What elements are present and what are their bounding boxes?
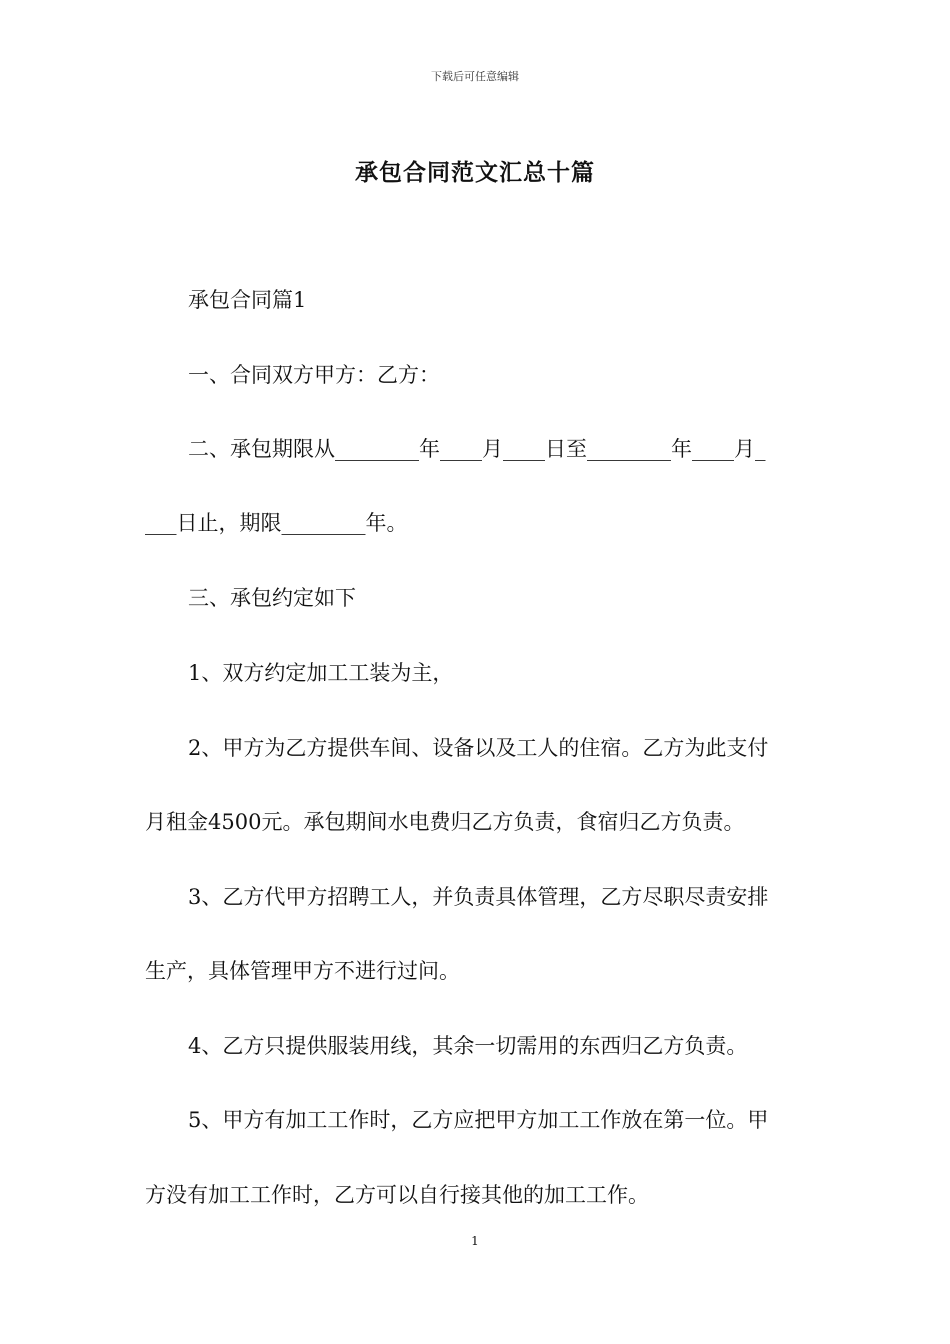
paragraph-line: 二、承包期限从________年____月____日至________年____月_	[188, 437, 766, 461]
header-note: 下载后可任意编辑	[431, 70, 519, 83]
document-title: 承包合同范文汇总十篇	[355, 159, 595, 186]
page-number: 1	[471, 1234, 479, 1248]
paragraph-line: 1、双方约定加工工装为主，	[188, 661, 454, 685]
paragraph-line: 月租金4500元。承包期间水电费归乙方负责，食宿归乙方负责。	[145, 810, 745, 834]
paragraph-line: 2、甲方为乙方提供车间、设备以及工人的住宿。乙方为此支付	[188, 736, 769, 760]
paragraph-line: 方没有加工工作时，乙方可以自行接其他的加工工作。	[145, 1183, 649, 1207]
paragraph-line: 5、甲方有加工工作时，乙方应把甲方加工工作放在第一位。甲	[188, 1108, 769, 1132]
paragraph-line: 4、乙方只提供服装用线，其余一切需用的东西归乙方负责。	[188, 1034, 748, 1058]
paragraph-line: 3、乙方代甲方招聘工人，并负责具体管理，乙方尽职尽责安排	[188, 885, 769, 909]
paragraph-line: 一、合同双方甲方：乙方：	[188, 363, 440, 387]
paragraph-line: ___日止，期限________年。	[145, 511, 408, 535]
paragraph-line: 生产，具体管理甲方不进行过问。	[145, 959, 460, 983]
section-heading: 承包合同篇1	[188, 288, 307, 312]
paragraph-line: 三、承包约定如下	[188, 586, 356, 610]
